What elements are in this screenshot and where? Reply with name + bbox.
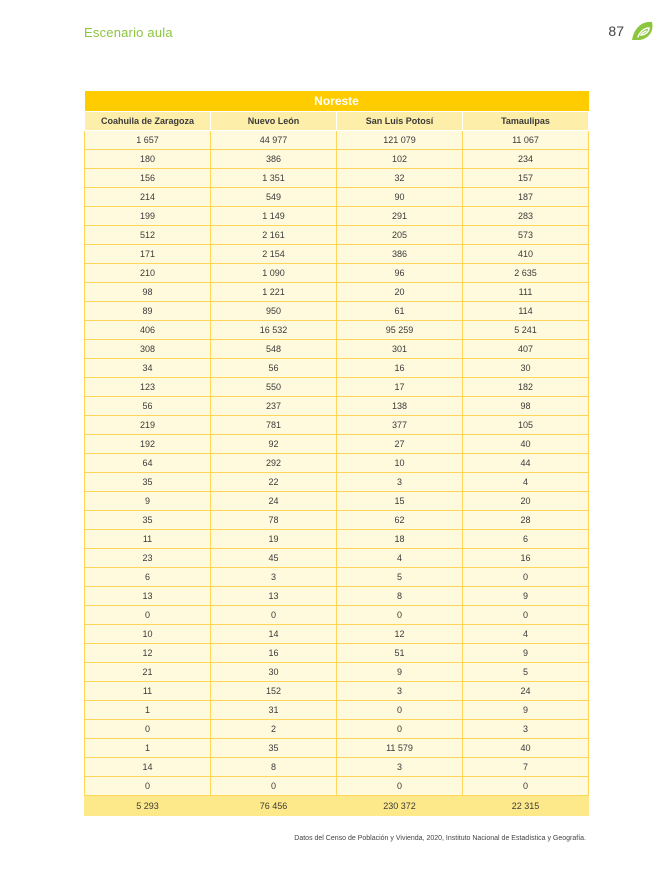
table-cell: 35 xyxy=(85,473,211,492)
total-cell: 5 293 xyxy=(85,796,211,816)
table-cell: 7 xyxy=(463,758,589,777)
table-row xyxy=(85,378,589,397)
table-column-headers xyxy=(85,112,589,131)
table-cell: 0 xyxy=(85,720,211,739)
table-cell: 138 xyxy=(337,397,463,416)
table-cell: 123 xyxy=(85,378,211,397)
table-cell: 781 xyxy=(211,416,337,435)
table-cell: 44 977 xyxy=(211,131,337,150)
table-cell: 12 xyxy=(337,625,463,644)
table-cell: 5 xyxy=(463,663,589,682)
table-cell: 0 xyxy=(463,777,589,796)
table-row xyxy=(85,340,589,359)
table-cell: 512 xyxy=(85,226,211,245)
table-group-header: Noreste xyxy=(85,91,589,112)
table-cell: 0 xyxy=(85,777,211,796)
table-row xyxy=(85,720,589,739)
table-cell: 16 xyxy=(463,549,589,568)
table-cell: 62 xyxy=(337,511,463,530)
table-row xyxy=(85,701,589,720)
table-cell: 11 xyxy=(85,530,211,549)
table-cell: 3 xyxy=(337,682,463,701)
table-row xyxy=(85,435,589,454)
table-cell: 9 xyxy=(337,663,463,682)
table-cell: 92 xyxy=(211,435,337,454)
table-cell: 9 xyxy=(85,492,211,511)
table-row xyxy=(85,549,589,568)
table-cell: 0 xyxy=(211,606,337,625)
table-row xyxy=(85,150,589,169)
table-cell: 192 xyxy=(85,435,211,454)
table-cell: 1 149 xyxy=(211,207,337,226)
table-row xyxy=(85,587,589,606)
table-row xyxy=(85,473,589,492)
table-row xyxy=(85,283,589,302)
total-cell: 22 315 xyxy=(463,796,589,816)
table-cell: 4 xyxy=(463,625,589,644)
table-cell: 56 xyxy=(211,359,337,378)
table-cell: 386 xyxy=(337,245,463,264)
table-cell: 283 xyxy=(463,207,589,226)
table-cell: 573 xyxy=(463,226,589,245)
table-cell: 6 xyxy=(463,530,589,549)
table-cell: 78 xyxy=(211,511,337,530)
table-cell: 40 xyxy=(463,435,589,454)
table-cell: 23 xyxy=(85,549,211,568)
table-cell: 549 xyxy=(211,188,337,207)
table-cell: 32 xyxy=(337,169,463,188)
table-cell: 105 xyxy=(463,416,589,435)
table-cell: 11 067 xyxy=(463,131,589,150)
table-cell: 98 xyxy=(85,283,211,302)
table-cell: 13 xyxy=(85,587,211,606)
table-row xyxy=(85,663,589,682)
table-cell: 9 xyxy=(463,701,589,720)
table-cell: 98 xyxy=(463,397,589,416)
table-cell: 5 241 xyxy=(463,321,589,340)
table-row xyxy=(85,758,589,777)
table-row xyxy=(85,359,589,378)
table-cell: 199 xyxy=(85,207,211,226)
table-cell: 550 xyxy=(211,378,337,397)
table-cell: 0 xyxy=(463,568,589,587)
source-note: Datos del Censo de Población y Vivienda, 2020, Instituto Nacional de Estadística y Geografía. xyxy=(294,835,586,842)
table-cell: 11 xyxy=(85,682,211,701)
table-cell: 5 xyxy=(337,568,463,587)
table-cell: 16 xyxy=(211,644,337,663)
table-cell: 3 xyxy=(337,473,463,492)
spiral-leaf-icon xyxy=(630,18,656,44)
table-row xyxy=(85,226,589,245)
table-row xyxy=(85,169,589,188)
table-cell: 180 xyxy=(85,150,211,169)
table-row xyxy=(85,264,589,283)
table-row xyxy=(85,530,589,549)
table-cell: 96 xyxy=(337,264,463,283)
table-cell: 44 xyxy=(463,454,589,473)
table-row xyxy=(85,397,589,416)
table-cell: 1 657 xyxy=(85,131,211,150)
table-cell: 102 xyxy=(337,150,463,169)
running-head: Escenario aula xyxy=(84,25,173,40)
table-cell: 182 xyxy=(463,378,589,397)
table-row xyxy=(85,416,589,435)
table-cell: 51 xyxy=(337,644,463,663)
table-cell: 219 xyxy=(85,416,211,435)
table-cell: 95 259 xyxy=(337,321,463,340)
table-row xyxy=(85,568,589,587)
table-cell: 214 xyxy=(85,188,211,207)
table-cell: 64 xyxy=(85,454,211,473)
table-cell: 10 xyxy=(337,454,463,473)
table-cell: 548 xyxy=(211,340,337,359)
table-cell: 157 xyxy=(463,169,589,188)
table-cell: 17 xyxy=(337,378,463,397)
table-cell: 2 635 xyxy=(463,264,589,283)
table-cell: 0 xyxy=(211,777,337,796)
column-header: Coahuila de Zaragoza xyxy=(85,112,211,131)
table-cell: 11 579 xyxy=(337,739,463,758)
table-cell: 13 xyxy=(211,587,337,606)
table-row xyxy=(85,302,589,321)
table-cell: 377 xyxy=(337,416,463,435)
table-cell: 15 xyxy=(337,492,463,511)
table-cell: 210 xyxy=(85,264,211,283)
table-cell: 406 xyxy=(85,321,211,340)
table-cell: 3 xyxy=(463,720,589,739)
table-cell: 35 xyxy=(85,511,211,530)
table-cell: 171 xyxy=(85,245,211,264)
table-cell: 30 xyxy=(463,359,589,378)
table-cell: 14 xyxy=(211,625,337,644)
table-cell: 89 xyxy=(85,302,211,321)
column-header: Tamaulipas xyxy=(463,112,589,131)
table-cell: 21 xyxy=(85,663,211,682)
table-cell: 34 xyxy=(85,359,211,378)
table-cell: 20 xyxy=(463,492,589,511)
table-cell: 20 xyxy=(337,283,463,302)
table-cell: 22 xyxy=(211,473,337,492)
table-cell: 24 xyxy=(463,682,589,701)
table-row xyxy=(85,492,589,511)
table-cell: 0 xyxy=(337,720,463,739)
table-cell: 292 xyxy=(211,454,337,473)
table-cell: 3 xyxy=(337,758,463,777)
table-cell: 2 161 xyxy=(211,226,337,245)
table-cell: 0 xyxy=(337,777,463,796)
table-row xyxy=(85,131,589,150)
total-cell: 230 372 xyxy=(337,796,463,816)
table-cell: 35 xyxy=(211,739,337,758)
table-cell: 3 xyxy=(211,568,337,587)
table-row xyxy=(85,207,589,226)
table-row xyxy=(85,454,589,473)
table-cell: 8 xyxy=(337,587,463,606)
table-cell: 4 xyxy=(463,473,589,492)
table-cell: 1 xyxy=(85,701,211,720)
table-cell: 30 xyxy=(211,663,337,682)
data-table-container xyxy=(84,91,589,816)
table-row xyxy=(85,321,589,340)
table-cell: 16 532 xyxy=(211,321,337,340)
table-cell: 31 xyxy=(211,701,337,720)
table-cell: 4 xyxy=(337,549,463,568)
table-cell: 18 xyxy=(337,530,463,549)
table-cell: 90 xyxy=(337,188,463,207)
table-body xyxy=(85,131,589,816)
table-row xyxy=(85,739,589,758)
table-cell: 111 xyxy=(463,283,589,302)
table-cell: 40 xyxy=(463,739,589,758)
table-cell: 308 xyxy=(85,340,211,359)
table-cell: 301 xyxy=(337,340,463,359)
table-cell: 10 xyxy=(85,625,211,644)
table-cell: 8 xyxy=(211,758,337,777)
table-cell: 1 221 xyxy=(211,283,337,302)
table-cell: 28 xyxy=(463,511,589,530)
table-cell: 0 xyxy=(463,606,589,625)
table-cell: 187 xyxy=(463,188,589,207)
table-cell: 6 xyxy=(85,568,211,587)
table-cell: 9 xyxy=(463,587,589,606)
table-cell: 410 xyxy=(463,245,589,264)
table-cell: 407 xyxy=(463,340,589,359)
table-cell: 121 079 xyxy=(337,131,463,150)
table-row xyxy=(85,625,589,644)
page-number: 87 xyxy=(608,23,624,39)
table-cell: 386 xyxy=(211,150,337,169)
table-cell: 56 xyxy=(85,397,211,416)
column-header: San Luis Potosí xyxy=(337,112,463,131)
totals-row xyxy=(85,796,589,816)
table-cell: 12 xyxy=(85,644,211,663)
table-cell: 1 xyxy=(85,739,211,758)
table-cell: 205 xyxy=(337,226,463,245)
table-cell: 16 xyxy=(337,359,463,378)
table-cell: 0 xyxy=(337,606,463,625)
table-cell: 152 xyxy=(211,682,337,701)
table-row xyxy=(85,606,589,625)
table-cell: 9 xyxy=(463,644,589,663)
table-cell: 19 xyxy=(211,530,337,549)
table-row xyxy=(85,644,589,663)
table-cell: 114 xyxy=(463,302,589,321)
table-cell: 291 xyxy=(337,207,463,226)
table-row xyxy=(85,188,589,207)
table-row xyxy=(85,511,589,530)
column-header: Nuevo León xyxy=(211,112,337,131)
table-cell: 950 xyxy=(211,302,337,321)
table-cell: 24 xyxy=(211,492,337,511)
data-table xyxy=(84,91,589,816)
table-cell: 14 xyxy=(85,758,211,777)
table-cell: 0 xyxy=(85,606,211,625)
table-row xyxy=(85,777,589,796)
table-cell: 27 xyxy=(337,435,463,454)
table-cell: 1 351 xyxy=(211,169,337,188)
table-row xyxy=(85,245,589,264)
table-cell: 45 xyxy=(211,549,337,568)
table-cell: 0 xyxy=(337,701,463,720)
table-cell: 237 xyxy=(211,397,337,416)
total-cell: 76 456 xyxy=(211,796,337,816)
table-row xyxy=(85,682,589,701)
table-cell: 1 090 xyxy=(211,264,337,283)
table-cell: 234 xyxy=(463,150,589,169)
table-cell: 61 xyxy=(337,302,463,321)
table-cell: 2 154 xyxy=(211,245,337,264)
table-cell: 156 xyxy=(85,169,211,188)
table-cell: 2 xyxy=(211,720,337,739)
